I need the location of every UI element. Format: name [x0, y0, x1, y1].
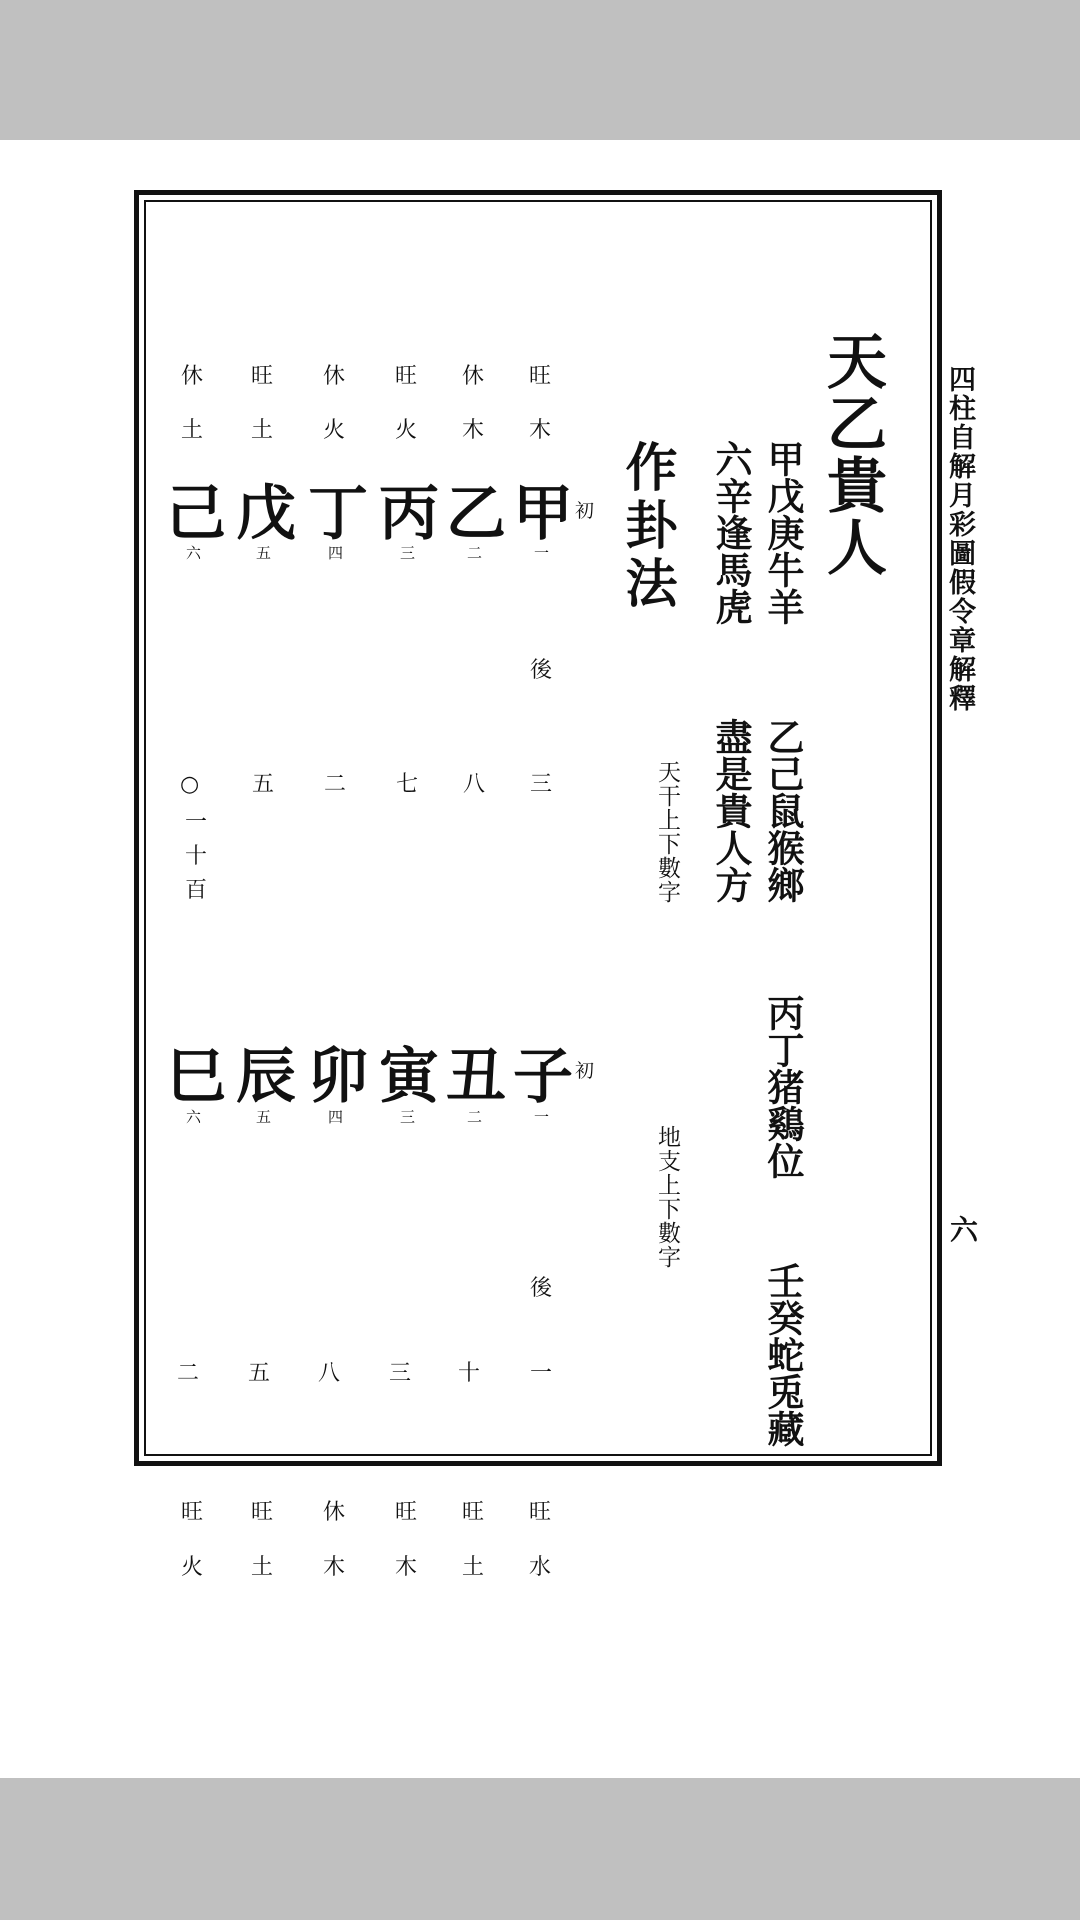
- branch-status: 旺: [251, 1500, 274, 1525]
- stem-initial: 四: [328, 544, 344, 562]
- branch-later: 三: [389, 1361, 412, 1386]
- stem-initial: 五: [256, 544, 272, 562]
- stem-later: 五: [252, 772, 275, 797]
- verse-line: 六辛逢馬虎: [709, 440, 753, 625]
- page-title: 天乙貴人: [817, 330, 887, 578]
- later-label: 後: [530, 1276, 553, 1301]
- branch-element: 土: [462, 1555, 485, 1580]
- top-gray-bar: [0, 0, 1080, 140]
- stem-element: 土: [251, 418, 274, 443]
- branch-status: 旺: [395, 1500, 418, 1525]
- branch-later: 五: [248, 1361, 271, 1386]
- branch-initial: 五: [256, 1108, 272, 1126]
- stem-status: 休: [323, 364, 346, 389]
- note-stems: 天干上下數字: [654, 760, 680, 904]
- stem-status: 休: [462, 364, 485, 389]
- stem-status: 休: [181, 364, 204, 389]
- later-label: 後: [530, 658, 553, 683]
- branch-status: 旺: [181, 1500, 204, 1525]
- branch-initial: 二: [467, 1108, 483, 1126]
- branch-later: 十: [458, 1361, 481, 1386]
- bottom-gray-bar: [0, 1778, 1080, 1920]
- stem-later-extra: 十: [185, 844, 208, 869]
- branch-char: 子: [513, 1042, 573, 1112]
- branch-status: 旺: [462, 1500, 485, 1525]
- verse-line: 乙己鼠猴鄉: [761, 718, 805, 903]
- branch-status: 旺: [529, 1500, 552, 1525]
- stem-element: 木: [462, 418, 485, 443]
- stem-initial: 二: [467, 544, 483, 562]
- branch-later: 一: [530, 1361, 553, 1386]
- verse-line: 盡是貴人方: [709, 718, 753, 903]
- branch-later: 二: [177, 1361, 200, 1386]
- verse-line: 丙丁猪鷄位: [761, 994, 805, 1179]
- branch-element: 水: [529, 1555, 552, 1580]
- stem-char: 丁: [308, 479, 368, 549]
- stem-element: 木: [529, 418, 552, 443]
- branch-element: 木: [395, 1555, 418, 1580]
- stem-later-extra: 百: [185, 878, 208, 903]
- branch-later: 八: [318, 1361, 341, 1386]
- stem-element: 火: [323, 418, 346, 443]
- branch-element: 土: [251, 1555, 274, 1580]
- stem-char: 甲: [513, 479, 573, 549]
- stem-later: 八: [463, 772, 486, 797]
- stem-char: 己: [166, 479, 226, 549]
- stem-initial: 六: [186, 544, 202, 562]
- branch-char: 卯: [308, 1042, 368, 1112]
- branch-char: 巳: [166, 1042, 226, 1112]
- branch-element: 火: [181, 1555, 204, 1580]
- stem-element: 土: [181, 418, 204, 443]
- branch-element: 木: [323, 1555, 346, 1580]
- branch-initial: 六: [186, 1108, 202, 1126]
- stem-later: 七: [396, 772, 419, 797]
- stem-status: 旺: [395, 364, 418, 389]
- stem-later: 二: [324, 772, 347, 797]
- stem-later: ○: [180, 772, 200, 797]
- stem-char: 乙: [446, 479, 506, 549]
- stem-char: 戊: [236, 479, 296, 549]
- stem-later: 三: [530, 772, 553, 797]
- verse-line: 壬癸蛇兎藏: [761, 1262, 805, 1447]
- initial-label: 初: [575, 1060, 595, 1082]
- stem-later-extra: 一: [185, 810, 208, 835]
- stem-initial: 三: [400, 544, 416, 562]
- branch-status: 休: [323, 1500, 346, 1525]
- branch-char: 寅: [379, 1042, 439, 1112]
- stem-element: 火: [395, 418, 418, 443]
- branch-char: 辰: [236, 1042, 296, 1112]
- verse-line: 甲戊庚牛羊: [761, 440, 805, 625]
- stem-initial: 一: [534, 544, 550, 562]
- running-title: 四柱自解月彩圖假令章解釋: [944, 365, 975, 713]
- page-number: 六: [946, 1215, 979, 1243]
- note-branches: 地支上下數字: [654, 1125, 680, 1269]
- stem-status: 旺: [529, 364, 552, 389]
- initial-label: 初: [575, 500, 595, 522]
- stem-char: 丙: [379, 479, 439, 549]
- stem-status: 旺: [251, 364, 274, 389]
- branch-initial: 三: [400, 1108, 416, 1126]
- branch-initial: 一: [534, 1108, 550, 1126]
- branch-char: 丑: [446, 1042, 506, 1112]
- section-title: 作卦法: [616, 440, 677, 614]
- branch-initial: 四: [328, 1108, 344, 1126]
